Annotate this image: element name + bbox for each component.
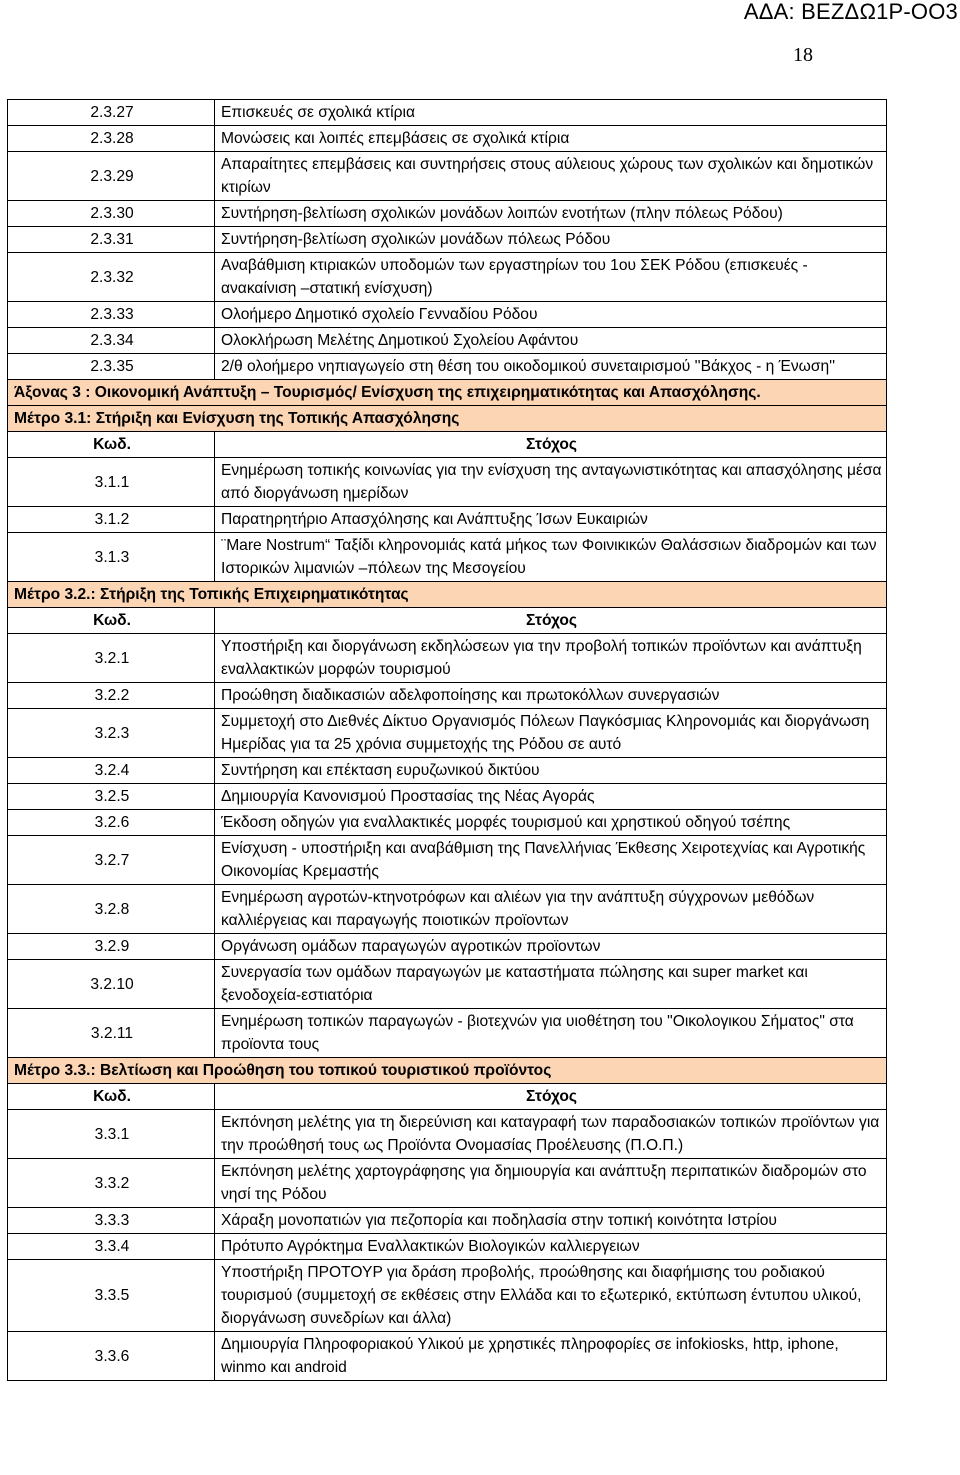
row-target: Επισκευές σε σχολικά κτίρια	[215, 100, 887, 126]
table-row	[8, 1009, 887, 1058]
row-code: 2.3.27	[8, 100, 215, 126]
row-target: ¨Mare Nostrum“ Ταξίδι κληρονομιάς κατά μήκος των Φοινικικών Θαλάσσιων διαδρομών και των Ιστορικών λιμανιών –πόλεων της Μεσογείου	[215, 533, 887, 582]
row-code: 2.3.35	[8, 354, 215, 380]
row-target: Απαραίτητες επεμβάσεις και συντηρήσεις στους αύλειους χώρους των σχολικών και δημοτικών κτιρίων	[215, 152, 887, 201]
table-row	[8, 201, 887, 227]
axis-header-row	[8, 380, 887, 406]
row-target: Μονώσεις και λοιπές επεμβάσεις σε σχολικά κτίρια	[215, 126, 887, 152]
row-code: 3.3.5	[8, 1260, 215, 1332]
table-row	[8, 126, 887, 152]
row-code: 2.3.31	[8, 227, 215, 253]
row-target: Συνεργασία των ομάδων παραγωγών με καταστήματα πώλησης και super market και ξενοδοχεία-εστιατόρια	[215, 960, 887, 1009]
row-code: 3.2.6	[8, 810, 215, 836]
table-row	[8, 836, 887, 885]
row-target: Ολοήμερο Δημοτικό σχολείο Γενναδίου Ρόδου	[215, 302, 887, 328]
row-code: 3.1.1	[8, 458, 215, 507]
row-code: 3.2.4	[8, 758, 215, 784]
row-code: 2.3.28	[8, 126, 215, 152]
row-target: Ολοκλήρωση Μελέτης Δημοτικού Σχολείου Αφάντου	[215, 328, 887, 354]
row-target: Συντήρηση-βελτίωση σχολικών μονάδων πόλεως Ρόδου	[215, 227, 887, 253]
table-row	[8, 758, 887, 784]
row-target: Δημιουργία Πληροφοριακού Υλικού με χρηστικές πληροφορίες σε infokiosks, http, iphone, winmo και android	[215, 1332, 887, 1381]
row-target: Πρότυπο Αγρόκτημα Εναλλακτικών Βιολογικών καλλιεργειων	[215, 1234, 887, 1260]
column-header-code: Κωδ.	[8, 1084, 215, 1110]
table-row	[8, 100, 887, 126]
row-target: Εκπόνηση μελέτης χαρτογράφησης για δημιουργία και ανάπτυξη περιπατικών διαδρομών στο νησί της Ρόδου	[215, 1159, 887, 1208]
table-row	[8, 302, 887, 328]
table-row	[8, 507, 887, 533]
column-header-row	[8, 608, 887, 634]
table-row	[8, 354, 887, 380]
goals-table	[7, 99, 887, 1381]
column-header-code: Κωδ.	[8, 432, 215, 458]
measure-title: Μέτρο 3.2.: Στήριξη της Τοπικής Επιχειρηματικότητας	[8, 582, 887, 608]
table-row	[8, 152, 887, 201]
row-code: 3.2.7	[8, 836, 215, 885]
column-header-code: Κωδ.	[8, 608, 215, 634]
row-target: Υποστήριξη ΠΡΟΤΟΥΡ για δράση προβολής, προώθησης και διαφήμισης του ροδιακού τουρισμού (συμμετοχή σε εκθέσεις στην Ελλάδα και το εξωτερικό, εκτύπωση έντυπου υλικού, διοργάνωση συνεδρίων και άλλα)	[215, 1260, 887, 1332]
row-code: 3.2.1	[8, 634, 215, 683]
row-target: Χάραξη μονοπατιών για πεζοπορία και ποδηλασία στην τοπική κοινότητα Ιστρίου	[215, 1208, 887, 1234]
row-target: Έκδοση οδηγών για εναλλακτικές μορφές τουρισμού και χρηστικού οδηγού τσέπης	[215, 810, 887, 836]
table-row	[8, 810, 887, 836]
row-target: Παρατηρητήριο Απασχόλησης και Ανάπτυξης Ίσων Ευκαιριών	[215, 507, 887, 533]
row-target: Προώθηση διαδικασιών αδελφοποίησης και πρωτοκόλλων συνεργασιών	[215, 683, 887, 709]
table-row	[8, 885, 887, 934]
row-code: 3.2.9	[8, 934, 215, 960]
measure-title: Μέτρο 3.1: Στήριξη και Ενίσχυση της Τοπικής Απασχόλησης	[8, 406, 887, 432]
row-target: Ενίσχυση - υποστήριξη και αναβάθμιση της Πανελλήνιας Έκθεσης Χειροτεχνίας και Αγροτικής Οικονομίας Κρεμαστής	[215, 836, 887, 885]
row-code: 2.3.32	[8, 253, 215, 302]
measure-header-row	[8, 582, 887, 608]
row-target: Ενημέρωση τοπικής κοινωνίας για την ενίσχυση της ανταγωνιστικότητας και απασχόλησης μέσα από διοργάνωση ημερίδων	[215, 458, 887, 507]
table-row	[8, 533, 887, 582]
table-row	[8, 1260, 887, 1332]
column-header-target: Στόχος	[215, 608, 887, 634]
row-target: 2/θ ολοήμερο νηπιαγωγείο στη θέση του οικοδομικού συνεταιρισμού ''Βάκχος - η Ένωση''	[215, 354, 887, 380]
table-row	[8, 1110, 887, 1159]
row-code: 2.3.34	[8, 328, 215, 354]
table-row	[8, 634, 887, 683]
row-target: Συντήρηση και επέκταση ευρυζωνικού δικτύου	[215, 758, 887, 784]
row-code: 3.3.4	[8, 1234, 215, 1260]
row-code: 3.2.5	[8, 784, 215, 810]
row-target: Οργάνωση ομάδων παραγωγών αγροτικών προϊοντων	[215, 934, 887, 960]
table-row	[8, 1208, 887, 1234]
table-row	[8, 458, 887, 507]
table-row	[8, 709, 887, 758]
column-header-target: Στόχος	[215, 432, 887, 458]
row-code: 3.2.10	[8, 960, 215, 1009]
row-target: Συμμετοχή στο Διεθνές Δίκτυο Οργανισμός Πόλεων Παγκόσμιας Κληρονομιάς και διοργάνωση Ημερίδας για τα 25 χρόνια συμμετοχής της Ρόδου σε αυτό	[215, 709, 887, 758]
measure-header-row	[8, 1058, 887, 1084]
table-row	[8, 784, 887, 810]
row-code: 3.3.1	[8, 1110, 215, 1159]
row-target: Ενημέρωση τοπικών παραγωγών - βιοτεχνών για υιοθέτηση του "Οικολογικου Σήματος" στα προϊοντα τους	[215, 1009, 887, 1058]
row-code: 3.3.3	[8, 1208, 215, 1234]
row-target: Συντήρηση-βελτίωση σχολικών μονάδων λοιπών ενοτήτων (πλην πόλεως Ρόδου)	[215, 201, 887, 227]
table-row	[8, 683, 887, 709]
row-code: 2.3.29	[8, 152, 215, 201]
table-row	[8, 227, 887, 253]
column-header-target: Στόχος	[215, 1084, 887, 1110]
row-target: Ενημέρωση αγροτών-κτηνοτρόφων και αλιέων για την ανάπτυξη σύγχρονων μεθόδων καλλιέργειας και παραγωγής ποιοτικών προϊοντων	[215, 885, 887, 934]
measure-header-row	[8, 406, 887, 432]
ada-code: ΑΔΑ: ΒΕΖΔΩ1Ρ-ΟΟ3	[743, 0, 958, 24]
table-row	[8, 934, 887, 960]
row-code: 3.3.6	[8, 1332, 215, 1381]
table-row	[8, 328, 887, 354]
axis-title: Άξονας 3 : Οικονομική Ανάπτυξη – Τουρισμός/ Ενίσχυση της επιχειρηματικότητας και Απασχόλησης.	[8, 380, 887, 406]
row-code: 3.1.2	[8, 507, 215, 533]
table-row	[8, 253, 887, 302]
table-row	[8, 1159, 887, 1208]
row-target: Αναβάθμιση κτιριακών υποδομών των εργαστηρίων του 1ου ΣΕΚ Ρόδου (επισκευές - ανακαίνιση –στατική ενίσχυση)	[215, 253, 887, 302]
table-row	[8, 960, 887, 1009]
column-header-row	[8, 432, 887, 458]
measure-title: Μέτρο 3.3.: Βελτίωση και Προώθηση του τοπικού τουριστικού προϊόντος	[8, 1058, 887, 1084]
row-target: Υποστήριξη και διοργάνωση εκδηλώσεων για την προβολή τοπικών προϊόντων και ανάπτυξη εναλλακτικών μορφών τουρισμού	[215, 634, 887, 683]
page-number: 18	[793, 44, 813, 66]
row-code: 2.3.33	[8, 302, 215, 328]
row-code: 2.3.30	[8, 201, 215, 227]
row-code: 3.2.8	[8, 885, 215, 934]
row-target: Δημιουργία Κανονισμού Προστασίας της Νέας Αγοράς	[215, 784, 887, 810]
table-row	[8, 1332, 887, 1381]
table-row	[8, 1234, 887, 1260]
row-code: 3.2.3	[8, 709, 215, 758]
row-code: 3.2.11	[8, 1009, 215, 1058]
row-code: 3.2.2	[8, 683, 215, 709]
row-target: Εκπόνηση μελέτης για τη διερεύνιση και καταγραφή των παραδοσιακών τοπικών προϊόντων για την προώθησή τους ως Προϊόντα Ονομασίας Προέλευσης (Π.Ο.Π.)	[215, 1110, 887, 1159]
row-code: 3.1.3	[8, 533, 215, 582]
column-header-row	[8, 1084, 887, 1110]
row-code: 3.3.2	[8, 1159, 215, 1208]
